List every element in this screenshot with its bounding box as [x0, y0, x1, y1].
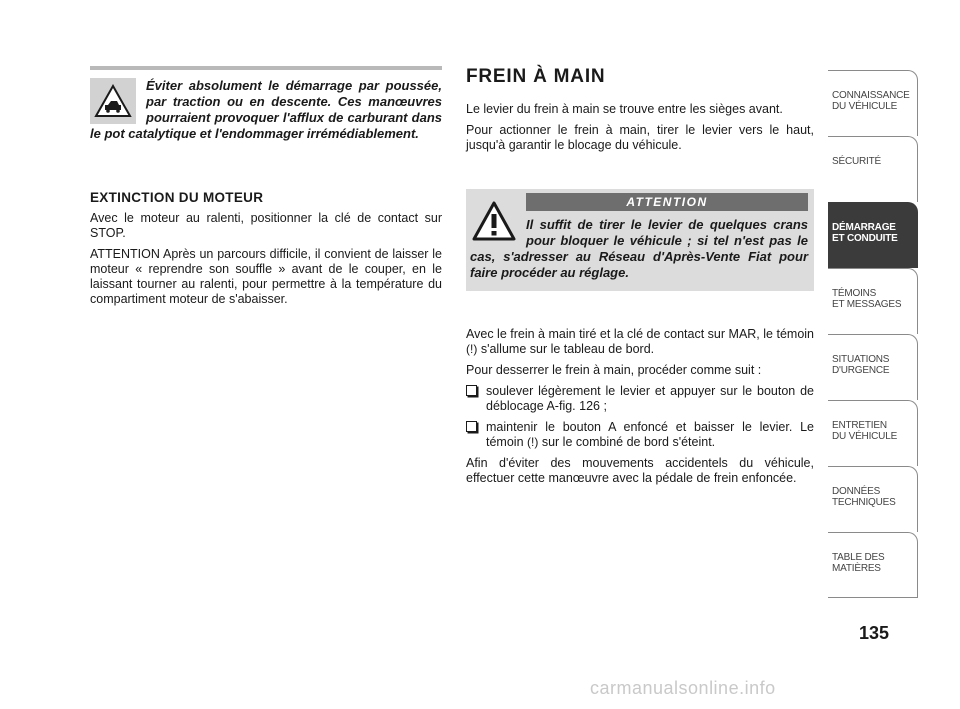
warning-block — [90, 78, 442, 142]
car-push-warning-icon — [90, 78, 136, 124]
chapter-tabs — [828, 70, 918, 598]
warning-text: Éviter absolument le démarrage par poussée, par traction ou en descente. Ces manœuvres pourraient provoquer l'afflux de carburant dans le pot catalytique et l'endommager irrémédiablement. — [90, 78, 442, 141]
paragraph: Pour desserrer le frein à main, procéder comme suit : — [466, 363, 762, 377]
paragraph: Pour actionner le frein à main, tirer le levier vers le haut, jusqu'à garantir le blocage du véhicule. — [466, 123, 814, 152]
tab-situations[interactable]: SITUATIONS D'URGENCE — [828, 334, 918, 400]
paragraph: Afin d'éviter des mouvements accidentels du véhicule, effectuer cette manœuvre avec la pédale de frein enfoncée. — [466, 456, 814, 485]
paragraph: Avec le moteur au ralenti, positionner la clé de contact sur STOP. — [90, 211, 442, 240]
tab-demarrage[interactable]: DÉMARRAGE ET CONDUITE — [828, 202, 918, 268]
list-item: soulever légèrement le levier et appuyer sur le bouton de déblocage A-fig. 126 ; — [466, 384, 814, 414]
bullet-list — [466, 384, 814, 450]
attention-box — [466, 189, 814, 291]
middle-column — [466, 66, 814, 492]
section-title: EXTINCTION DU MOTEUR — [90, 190, 264, 205]
tab-donnees[interactable]: DONNÉES TECHNIQUES — [828, 466, 918, 532]
warning-triangle-icon — [470, 197, 518, 245]
watermark-url: carmanualsonline.info — [590, 678, 776, 698]
list-item: maintenir le bouton A enfoncé et baisser le levier. Le témoin (!) sur le combiné de bord s'éteint. — [466, 420, 814, 450]
divider — [90, 66, 442, 70]
tab-connaissance[interactable]: CONNAISSANCE DU VÉHICULE — [828, 70, 918, 136]
attention-text: Il suffit de tirer le levier de quelques crans pour bloquer le véhicule ; si tel n'est pas le cas, s'adresser au Réseau d'Après-Vente Fiat pour faire procéder au réglage. — [470, 217, 808, 280]
left-column — [90, 66, 442, 313]
attention-label: ATTENTION — [526, 193, 808, 211]
page-number: 135 — [858, 623, 890, 643]
tab-temoins[interactable]: TÉMOINS ET MESSAGES — [828, 268, 918, 334]
page-title: FREIN À MAIN — [466, 66, 606, 87]
tab-table-matieres[interactable]: TABLE DES MATIÈRES — [828, 532, 918, 598]
tab-entretien[interactable]: ENTRETIEN DU VÉHICULE — [828, 400, 918, 466]
checkbox-bullet-icon — [466, 421, 477, 432]
handbrake-lamp-icon: (!) — [466, 342, 478, 356]
paragraph: Le levier du frein à main se trouve entre les sièges avant. — [466, 102, 783, 116]
checkbox-bullet-icon — [466, 385, 477, 396]
paragraph: Avec le frein à main tiré et la clé de contact sur MAR, le témoin (!) s'allume sur le tableau de bord. — [466, 327, 814, 356]
handbrake-lamp-icon: (!) — [527, 435, 539, 449]
tab-securite[interactable]: SÉCURITÉ — [828, 136, 918, 202]
paragraph: ATTENTION Après un parcours difficile, il convient de laisser le moteur « reprendre son souffle » avant de le couper, en le laissant tourner au ralenti, pour permettre à la température du compartiment moteur de s'abaisser. — [90, 247, 442, 306]
